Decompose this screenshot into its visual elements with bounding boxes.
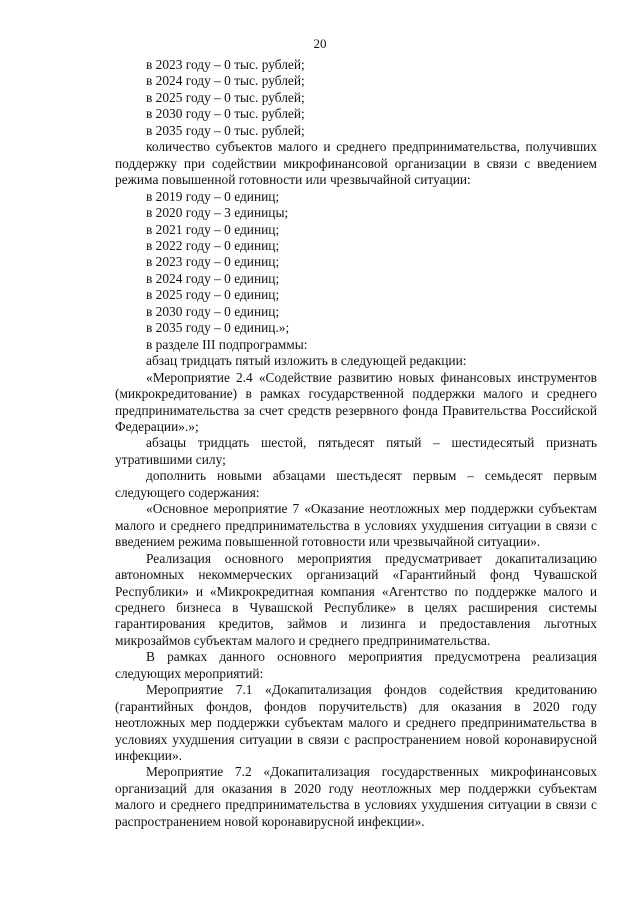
- text-line-2035-units: в 2035 году – 0 единиц.»;: [146, 320, 290, 336]
- text-line-2024-units: в 2024 году – 0 единиц;: [146, 270, 280, 286]
- paragraph-add-new: дополнить новыми абзацами шестьдесят первым – семьдесят первым следующего содержания:: [115, 468, 597, 500]
- page-number: 20: [313, 36, 327, 51]
- paragraph-main-measure-7: «Основное мероприятие 7 «Оказание неотложных мер поддержки субъектам малого и среднего предпринимательства в условиях ухудшения ситуации в связи с введением режима повышенной готовности или чрезвычайной ситуации».: [115, 501, 597, 550]
- text-line-2035-rubles: в 2035 году – 0 тыс. рублей;: [146, 122, 305, 138]
- paragraph-repeal: абзацы тридцать шестой, пятьдесят пятый – шестидесятый признать утратившими силу;: [115, 435, 597, 467]
- text-line-2024-rubles: в 2024 году – 0 тыс. рублей;: [146, 73, 305, 89]
- paragraph-implementation: Реализация основного мероприятия предусматривает докапитализацию автономных некоммерческих организаций «Гарантийный фонд Чувашской Республики» и «Микрокредитная компания «Агентство по поддержке малого и среднего бизнеса в Чувашской Республике» в целях расширения системы гарантирования кредитов, займов и лизинга и предоставления льготных микрозаймов субъектам малого и среднего предпринимательства.: [115, 550, 597, 648]
- text-line-2030-rubles: в 2030 году – 0 тыс. рублей;: [146, 106, 305, 122]
- text-line-2025-rubles: в 2025 году – 0 тыс. рублей;: [146, 89, 305, 105]
- paragraph-measure-2-4: «Мероприятие 2.4 «Содействие развитию новых финансовых инструментов (микрокредитование) в рамках государственной поддержки малого и среднего предпринимательства за счет средств резервного фонда Правительства Российской Федерации».»;: [115, 369, 597, 434]
- text-line-2030-units: в 2030 году – 0 единиц;: [146, 303, 280, 319]
- text-line-2019-units: в 2019 году – 0 единиц;: [146, 188, 280, 204]
- paragraph-count-subjects: количество субъектов малого и среднего предпринимательства, получивших поддержку при содействии микрофинансовой организации в связи с введением режима повышенной готовности или чрезвычайной ситуации:: [115, 139, 597, 188]
- text-line-section-iii: в разделе III подпрограммы:: [146, 336, 308, 352]
- paragraph-within-measure: В рамках данного основного мероприятия предусмотрена реализация следующих мероприятий:: [115, 649, 597, 681]
- text-line-2020-units: в 2020 году – 3 единицы;: [146, 205, 289, 221]
- paragraph-measure-7-1: Мероприятие 7.1 «Докапитализация фондов содействия кредитованию (гарантийных фондов, фондов поручительств) для оказания в 2020 году неотложных мер поддержки субъектам малого и среднего предпринимательства в условиях ухудшения ситуации в связи с распространением новой коронавирусной инфекции».: [115, 682, 597, 764]
- text-line-2022-units: в 2022 году – 0 единиц;: [146, 237, 280, 253]
- text-line-2021-units: в 2021 году – 0 единиц;: [146, 221, 280, 237]
- text-line-2023-units: в 2023 году – 0 единиц;: [146, 254, 280, 270]
- text-line-paragraph-35: абзац тридцать пятый изложить в следующей редакции:: [146, 353, 467, 369]
- text-line-2025-units: в 2025 году – 0 единиц;: [146, 287, 280, 303]
- text-line-2023-rubles: в 2023 году – 0 тыс. рублей;: [146, 57, 305, 72]
- document-body: [115, 57, 597, 830]
- paragraph-measure-7-2: Мероприятие 7.2 «Докапитализация государственных микрофинансовых организаций для оказания в 2020 году неотложных мер поддержки субъектам малого и среднего предпринимательства в условиях ухудшения ситуации в связи с распространением новой коронавирусной инфекции».: [115, 764, 597, 829]
